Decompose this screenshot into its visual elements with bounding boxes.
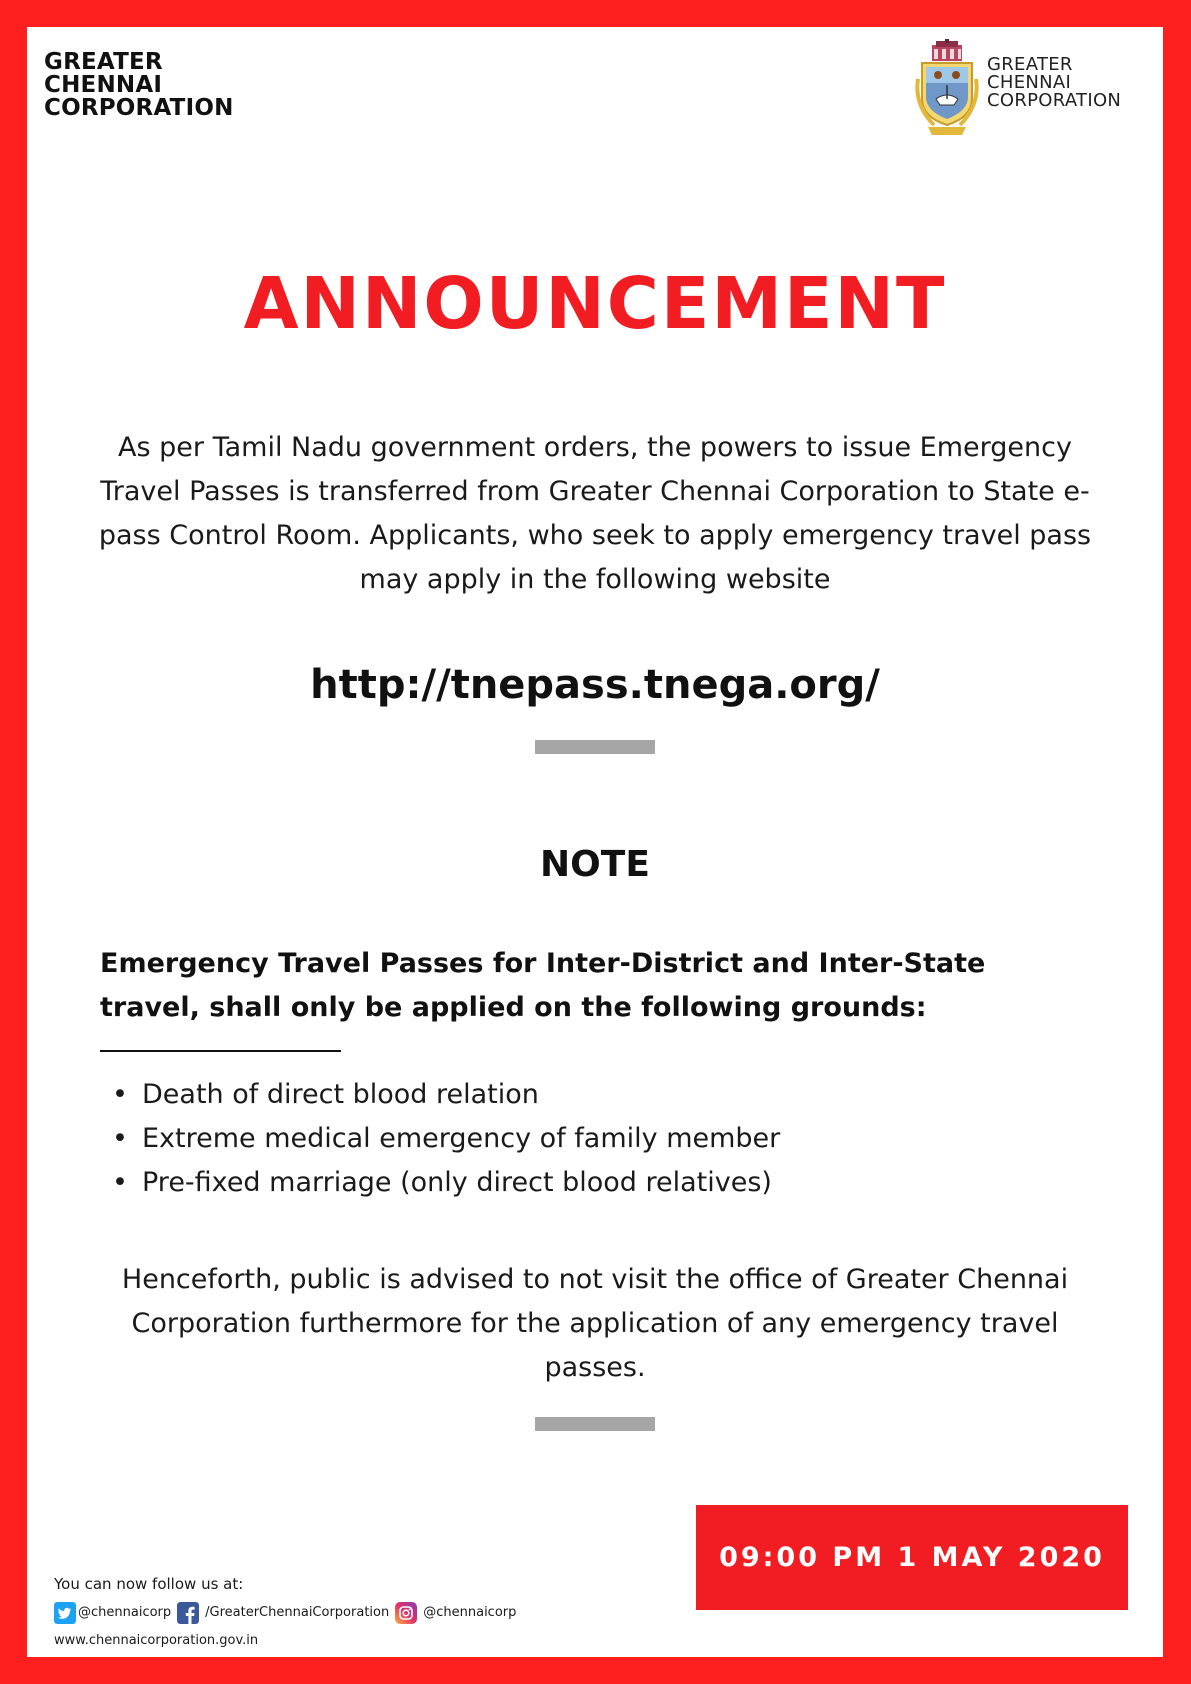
facebook-handle[interactable]: /GreaterChennaiCorporation bbox=[205, 1605, 390, 1620]
announcement-page bbox=[27, 27, 1163, 1657]
list-item: • Extreme medical emergency of family member bbox=[112, 1117, 780, 1161]
intro-paragraph: As per Tamil Nadu government orders, the powers to issue Emergency Travel Passes is transferred from Greater Chennai Corporation to State e-pass Control Room. Applicants, who seek to apply emergency travel pass may apply in the following website bbox=[98, 432, 1092, 595]
announcement-title: ANNOUNCEMENT bbox=[243, 262, 947, 345]
twitter-handle[interactable]: @chennaicorp bbox=[78, 1605, 172, 1620]
grounds-list bbox=[112, 1073, 780, 1205]
section-divider bbox=[535, 1417, 655, 1431]
instagram-handle[interactable]: @chennaicorp bbox=[423, 1605, 517, 1620]
heading-underline bbox=[100, 1050, 341, 1052]
logo-line: CORPORATION bbox=[987, 90, 1122, 111]
list-item: • Death of direct blood relation bbox=[112, 1073, 780, 1117]
advice-paragraph: Henceforth, public is advised to not visit the office of Greater Chennai Corporation furthermore for the application of any emergency travel passes. bbox=[121, 1264, 1069, 1383]
logo-wordmark bbox=[987, 56, 1121, 110]
list-item: • Pre-fixed marriage (only direct blood relatives) bbox=[112, 1161, 780, 1205]
corporation-crest-icon bbox=[912, 39, 982, 137]
facebook-icon[interactable] bbox=[177, 1602, 199, 1624]
date-badge bbox=[696, 1505, 1128, 1610]
section-divider bbox=[535, 740, 655, 754]
note-heading: NOTE bbox=[540, 844, 650, 885]
brand-line: CHENNAI bbox=[44, 72, 163, 98]
social-follow-block bbox=[54, 1574, 522, 1650]
follow-label: You can now follow us at: bbox=[54, 1575, 244, 1593]
logo-line: CHENNAI bbox=[987, 72, 1072, 93]
corporation-logo bbox=[912, 39, 1144, 137]
grounds-heading: Emergency Travel Passes for Inter-District and Inter-State travel, shall only be applied on the following grounds: bbox=[100, 948, 986, 1023]
epass-website-link[interactable]: http://tnepass.tnega.org/ bbox=[310, 662, 880, 708]
date-text: 09:00 PM 1 MAY 2020 bbox=[719, 1542, 1105, 1573]
brand-line: GREATER bbox=[44, 49, 163, 75]
instagram-icon[interactable] bbox=[395, 1602, 417, 1624]
social-links bbox=[54, 1602, 522, 1624]
brand-line: CORPORATION bbox=[44, 95, 234, 121]
brand-wordmark-left bbox=[44, 51, 234, 120]
logo-line: GREATER bbox=[987, 54, 1073, 75]
website-link[interactable]: www.chennaicorporation.gov.in bbox=[54, 1633, 259, 1648]
twitter-icon[interactable] bbox=[54, 1602, 76, 1624]
